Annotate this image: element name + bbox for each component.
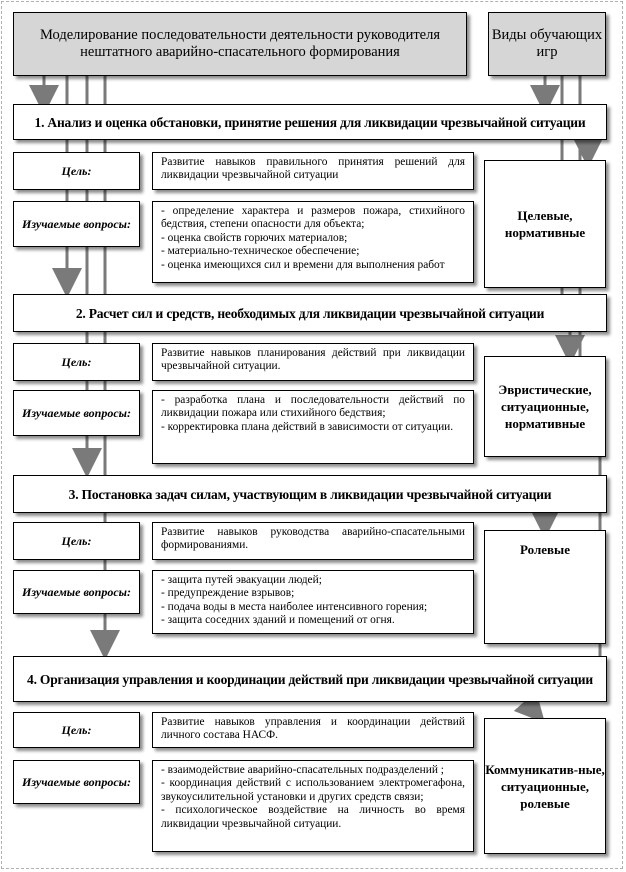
list-item: - защита соседних зданий и помещений от огня.: [161, 614, 395, 627]
stage-2-game-type: Эвристические, ситуационные, нормативные: [484, 356, 606, 457]
stage-4-game-type: Коммуникатив-ные, ситуационные, ролевые: [484, 718, 606, 854]
header-left-title: Моделирование последовательности деятельности руководителя нештатного аварийно-спасательного формирования: [13, 12, 467, 76]
stage-1-questions-label: Изучаемые вопросы:: [13, 201, 140, 247]
stage-4-title: 4. Организация управления и координации действий при ликвидации чрезвычайной ситуации: [13, 656, 607, 702]
stage-3-title: 3. Постановка задач силам, участвующим в ликвидации чрезвычайной ситуации: [13, 475, 607, 513]
stage-2-questions-label: Изучаемые вопросы:: [13, 390, 140, 436]
list-item: - защита путей эвакуации людей;: [161, 574, 322, 586]
stage-3-questions-list: [152, 570, 474, 634]
list-item: - определение характера и размеров пожара, стихийного бедствия, степени опасности для объекта;: [161, 205, 465, 231]
list-item: - предупреждение взрывов;: [161, 587, 295, 600]
list-item: - корректировка плана действий в зависимости от ситуации.: [161, 420, 454, 433]
stage-1-goal-label: Цель:: [13, 152, 140, 190]
list-item: - психологическое воздействие на личность во время ликвидации чрезвычайной ситуации.: [161, 804, 465, 830]
stage-1-questions-list: [152, 201, 474, 283]
stage-4-goal-text: Развитие навыков управления и координации действий личного состава НАСФ.: [152, 712, 474, 748]
list-item: - материально-техническое обеспечение;: [161, 245, 360, 258]
list-item: - оценка имеющихся сил и времени для выполнения работ: [161, 258, 445, 271]
stage-2-goal-text: Развитие навыков планирования действий при ликвидации чрезвычайной ситуации.: [152, 343, 474, 381]
stage-1-game-type: Целевые, нормативные: [484, 160, 606, 288]
list-item: - взаимодействие аварийно-спасательных подразделений ;: [161, 764, 444, 776]
stage-2-goal-label: Цель:: [13, 343, 140, 381]
stage-3-questions-label: Изучаемые вопросы:: [13, 570, 140, 614]
list-item: - координация действий с использованием электромегафона, звукоусилительной установки и других средств связи;: [161, 777, 465, 803]
stage-2-title: 2. Расчет сил и средств, необходимых для ликвидации чрезвычайной ситуации: [13, 294, 607, 332]
list-item: - оценка свойств горючих материалов;: [161, 231, 348, 244]
list-item: - разработка плана и последовательности действий по ликвидации пожара или стихийного бедствия;: [161, 394, 465, 420]
stage-4-questions-list: [152, 760, 474, 852]
list-item: - подача воды в места наиболее интенсивного горения;: [161, 600, 428, 613]
stage-2-questions-list: [152, 390, 474, 464]
stage-3-game-type: Ролевые: [484, 530, 606, 644]
stage-1-title: 1. Анализ и оценка обстановки, принятие решения для ликвидации чрезвычайной ситуации: [13, 104, 607, 140]
header-right-title: Виды обучающих игр: [488, 12, 606, 76]
stage-4-goal-label: Цель:: [13, 712, 140, 748]
stage-3-goal-label: Цель:: [13, 522, 140, 560]
stage-1-goal-text: Развитие навыков правильного принятия решений для ликвидации чрезвычайной ситуации: [152, 152, 474, 190]
stage-4-questions-label: Изучаемые вопросы:: [13, 760, 140, 804]
stage-3-goal-text: Развитие навыков руководства аварийно-спасательными формированиями.: [152, 522, 474, 560]
